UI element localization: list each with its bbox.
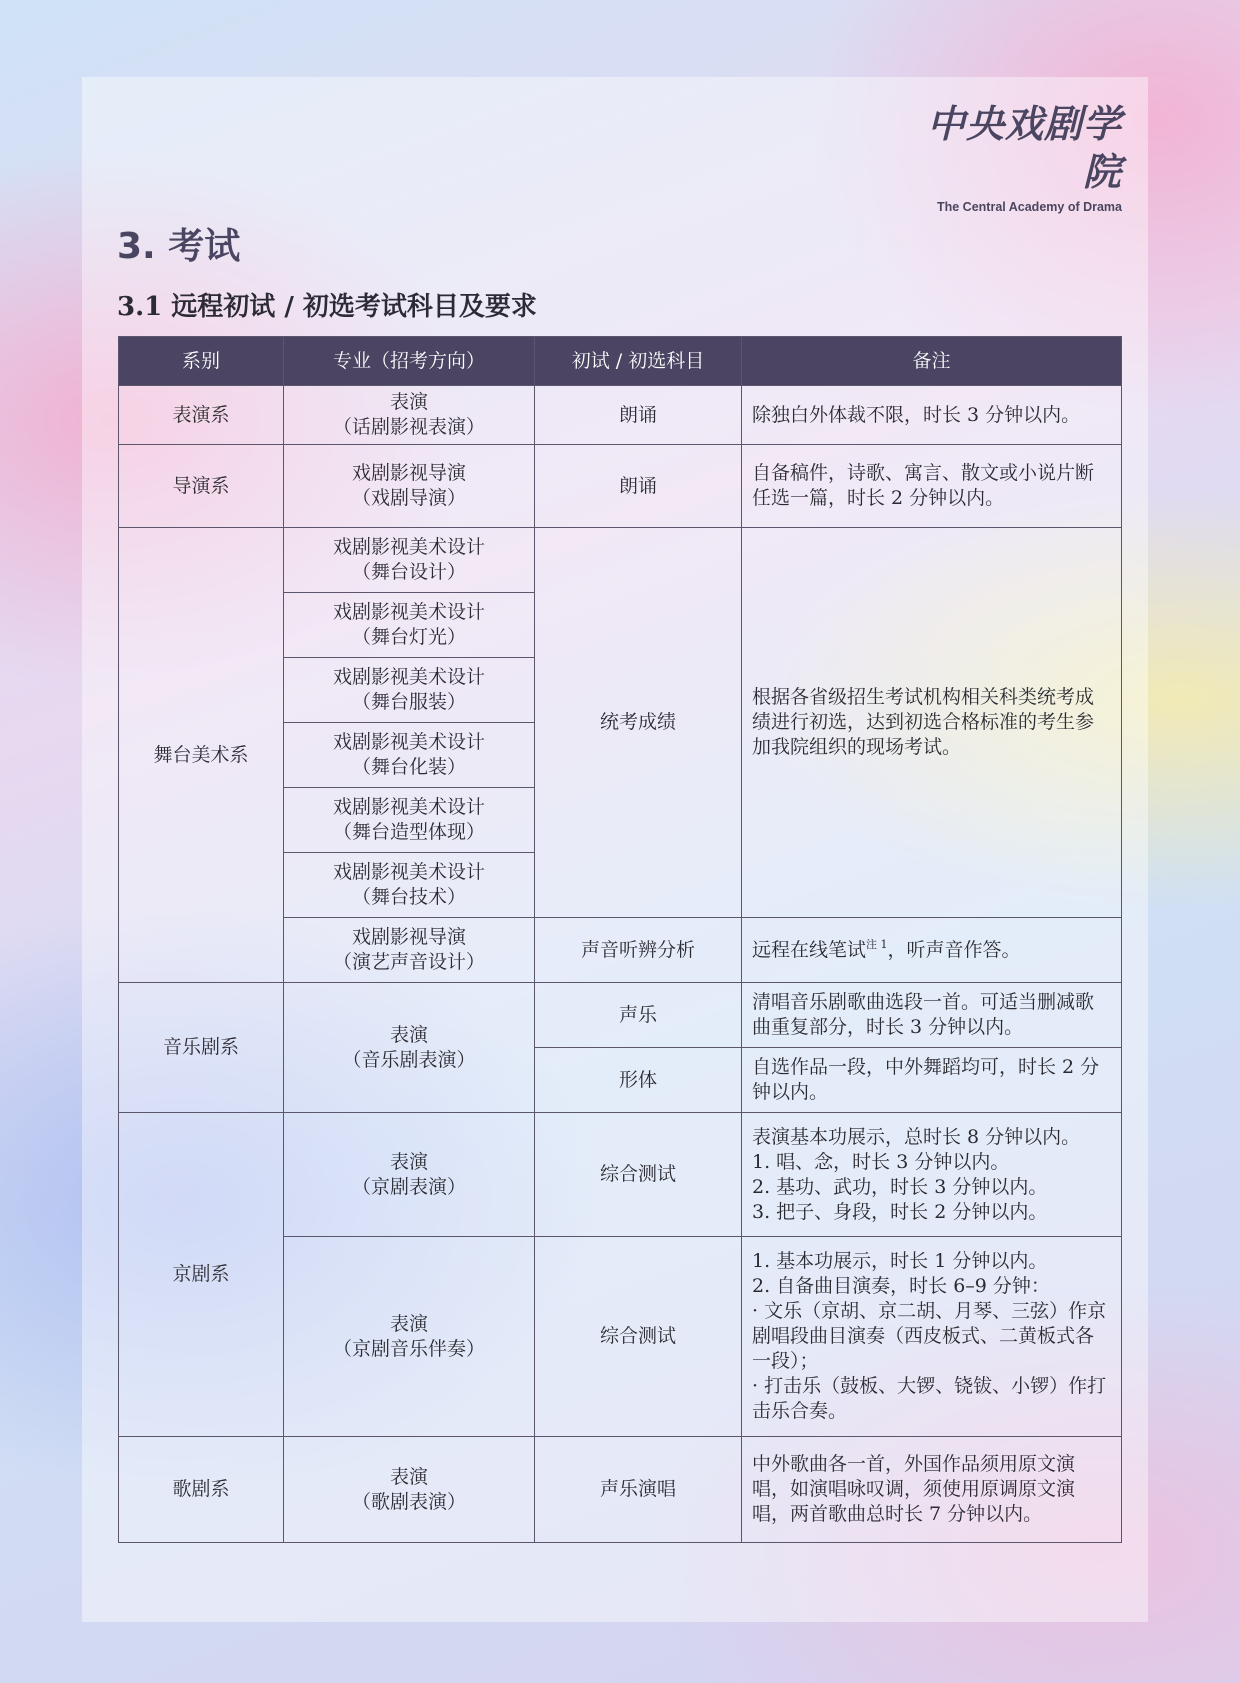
academy-logo	[902, 100, 1122, 214]
subject-cell: 声乐	[535, 983, 742, 1048]
table-row	[119, 528, 1122, 593]
header-department: 系别	[119, 337, 284, 386]
major-cell: 戏剧影视美术设计 （舞台灯光）	[284, 593, 535, 658]
department-cell: 音乐剧系	[119, 983, 284, 1113]
note-cell: 表演基本功展示，总时长 8 分钟以内。 1. 唱、念，时长 3 分钟以内。 2. 基功、武功，时长 3 分钟以内。 3. 把子、身段，时长 2 分钟以内。	[742, 1113, 1122, 1237]
major-cell: 戏剧影视导演 （戏剧导演）	[284, 445, 535, 528]
major-cell: 戏剧影视美术设计 （舞台技术）	[284, 853, 535, 918]
note-cell: 中外歌曲各一首，外国作品须用原文演唱，如演唱咏叹调，须使用原调原文演唱，两首歌曲总时长 7 分钟以内。	[742, 1437, 1122, 1543]
subsection-title: 3.1 远程初试 / 初选考试科目及要求	[117, 292, 537, 322]
subject-cell: 综合测试	[535, 1113, 742, 1237]
major-cell: 戏剧影视美术设计 （舞台服装）	[284, 658, 535, 723]
note-text: 远程在线笔试	[752, 938, 867, 961]
note-cell: 1. 基本功展示，时长 1 分钟以内。 2. 自备曲目演奏，时长 6–9 分钟： · 文乐（京胡、京二胡、月琴、三弦）作京剧唱段曲目演奏（西皮板式、二黄板式各一段）； · 打击乐（鼓板、大锣、铙钹、小锣）作打击乐合奏。	[742, 1237, 1122, 1437]
subject-cell: 声乐演唱	[535, 1437, 742, 1543]
subject-cell: 统考成绩	[535, 528, 742, 918]
major-cell: 戏剧影视美术设计 （舞台造型体现）	[284, 788, 535, 853]
logo-chinese-name: 中央戏剧学院	[926, 101, 1122, 194]
subject-cell: 朗诵	[535, 445, 742, 528]
section-title: 3. 考试	[117, 226, 241, 267]
major-cell: 表演 （歌剧表演）	[284, 1437, 535, 1543]
major-cell: 戏剧影视美术设计 （舞台化装）	[284, 723, 535, 788]
exam-requirements-table	[118, 336, 1122, 1543]
note-cell: 除独白外体裁不限，时长 3 分钟以内。	[742, 386, 1122, 445]
table-row	[119, 445, 1122, 528]
major-cell: 表演 （音乐剧表演）	[284, 983, 535, 1113]
major-cell: 戏剧影视导演 （演艺声音设计）	[284, 918, 535, 983]
major-cell: 戏剧影视美术设计 （舞台设计）	[284, 528, 535, 593]
note-cell: 根据各省级招生考试机构相关科类统考成绩进行初选，达到初选合格标准的考生参加我院组织的现场考试。	[742, 528, 1122, 918]
header-major: 专业（招考方向）	[284, 337, 535, 386]
department-cell: 京剧系	[119, 1113, 284, 1437]
header-subject: 初试 / 初选科目	[535, 337, 742, 386]
note-cell: 自备稿件，诗歌、寓言、散文或小说片断任选一篇，时长 2 分钟以内。	[742, 445, 1122, 528]
subject-cell: 朗诵	[535, 386, 742, 445]
subject-cell: 声音听辨分析	[535, 918, 742, 983]
note-cell: 清唱音乐剧歌曲选段一首。可适当删减歌曲重复部分，时长 3 分钟以内。	[742, 983, 1122, 1048]
major-cell: 表演 （话剧影视表演）	[284, 386, 535, 445]
department-cell: 导演系	[119, 445, 284, 528]
table-row	[119, 983, 1122, 1048]
major-cell: 表演 （京剧表演）	[284, 1113, 535, 1237]
logo-english-name: The Central Academy of Drama	[936, 200, 1122, 214]
subject-cell: 形体	[535, 1048, 742, 1113]
table-row	[119, 1113, 1122, 1237]
table-row	[119, 1437, 1122, 1543]
note-cell: 自选作品一段，中外舞蹈均可，时长 2 分钟以内。	[742, 1048, 1122, 1113]
note-text: ，听声音作答。	[887, 938, 1021, 961]
major-cell: 表演 （京剧音乐伴奏）	[284, 1237, 535, 1437]
footnote-marker: 注 1	[866, 937, 888, 951]
header-note: 备注	[742, 337, 1122, 386]
department-cell: 歌剧系	[119, 1437, 284, 1543]
table-header-row	[119, 337, 1122, 386]
department-cell: 舞台美术系	[119, 528, 284, 983]
table-row	[119, 386, 1122, 445]
note-cell	[742, 918, 1122, 983]
department-cell: 表演系	[119, 386, 284, 445]
subject-cell: 综合测试	[535, 1237, 742, 1437]
